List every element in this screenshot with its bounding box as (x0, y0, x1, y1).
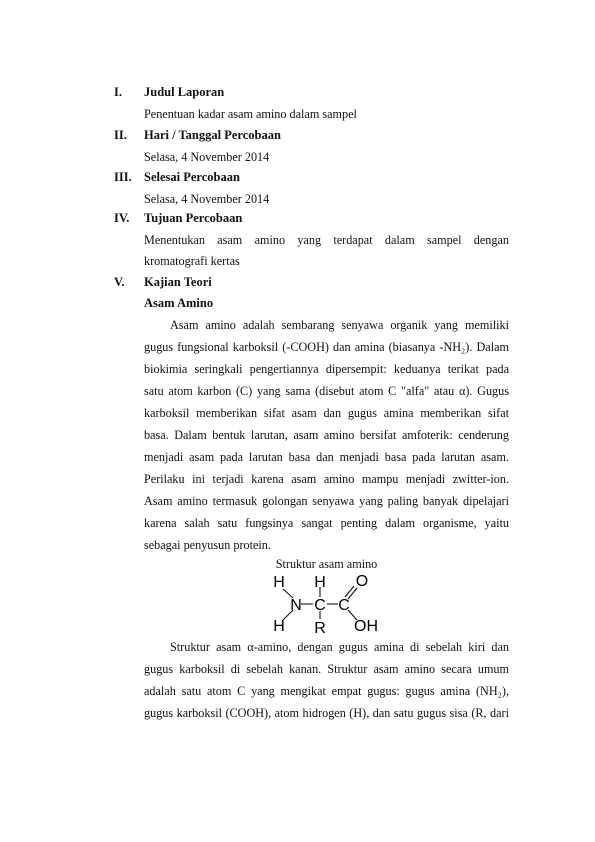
hydrogen-atom: H (314, 574, 326, 591)
paragraph-line: karena salah satu fungsinya sangat penting dalam organisme, yaitu (144, 516, 509, 530)
section-title: Kajian Teori (144, 275, 212, 289)
section-number: II. (114, 128, 127, 142)
section-subtitle: Asam Amino (144, 296, 214, 310)
paragraph-line: gugus fungsional karboksil (-COOH) dan amina (biasanya -NH₂). Dalam (144, 340, 509, 354)
figure-caption: Struktur asam amino (275, 557, 378, 571)
section-title: Hari / Tanggal Percobaan (144, 128, 281, 142)
paragraph-line: satu atom karbon (C) yang sama (disebut atom C "alfa" atau α). Gugus (144, 384, 509, 398)
section-number: I. (114, 85, 122, 99)
paragraph-line: Asam amino adalah sembarang senyawa organik yang memiliki (170, 318, 509, 332)
paragraph-line: gugus karboksil (COOH), atom hidrogen (H), dan satu gugus sisa (R, dari (144, 706, 509, 720)
paragraph-line: adalah satu atom C yang mengikat empat gugus: gugus amina (NH₂), (144, 684, 509, 698)
section-number: V. (114, 275, 125, 289)
paragraph-line: karboksil memberikan sifat asam dan gugus amina memberikan sifat (144, 406, 509, 420)
alpha-carbon-atom: C (314, 597, 326, 614)
oxygen-atom: O (355, 573, 369, 590)
carboxyl-carbon-atom: C (338, 597, 350, 614)
amino-acid-structure (268, 572, 388, 636)
paragraph-line: Struktur asam α-amino, dengan gugus amina di sebelah kiri dan (170, 640, 509, 654)
paragraph-line: sebagai penyusun protein. (144, 538, 271, 552)
section-text: Menentukan asam amino yang terdapat dalam sampel dengan (144, 233, 509, 247)
hydrogen-atom: H (273, 618, 285, 635)
section-number: III. (114, 170, 132, 184)
paragraph-line: biokimia seringkali pengertiannya dipersempit: keduanya terikat pada (144, 362, 509, 376)
section-title: Judul Laporan (144, 85, 225, 99)
section-text: Selasa, 4 November 2014 (144, 150, 270, 164)
paragraph-line: Perilaku ini terjadi karena asam amino mampu menjadi zwitter-ion. (144, 472, 509, 486)
r-group: R (314, 620, 326, 636)
section-text: Penentuan kadar asam amino dalam sampel (144, 107, 357, 121)
section-text: Selasa, 4 November 2014 (144, 192, 270, 206)
paragraph-line: gugus karboksil di sebelah kanan. Struktur asam amino secara umum (144, 662, 509, 676)
hydroxyl-group: OH (354, 618, 378, 635)
nitrogen-atom: N (290, 597, 302, 614)
section-text: kromatografi kertas (144, 254, 240, 268)
paragraph-line: basa. Dalam bentuk larutan, asam amino bersifat amfoterik: cenderung (144, 428, 509, 442)
section-number: IV. (114, 211, 130, 225)
paragraph-line: Asam amino termasuk golongan senyawa yang paling banyak dipelajari (144, 494, 509, 508)
paragraph-line: menjadi asam pada larutan basa dan menjadi basa pada larutan asam. (144, 450, 509, 464)
section-title: Selesai Percobaan (144, 170, 240, 184)
hydrogen-atom: H (273, 574, 285, 591)
section-title: Tujuan Percobaan (144, 211, 243, 225)
